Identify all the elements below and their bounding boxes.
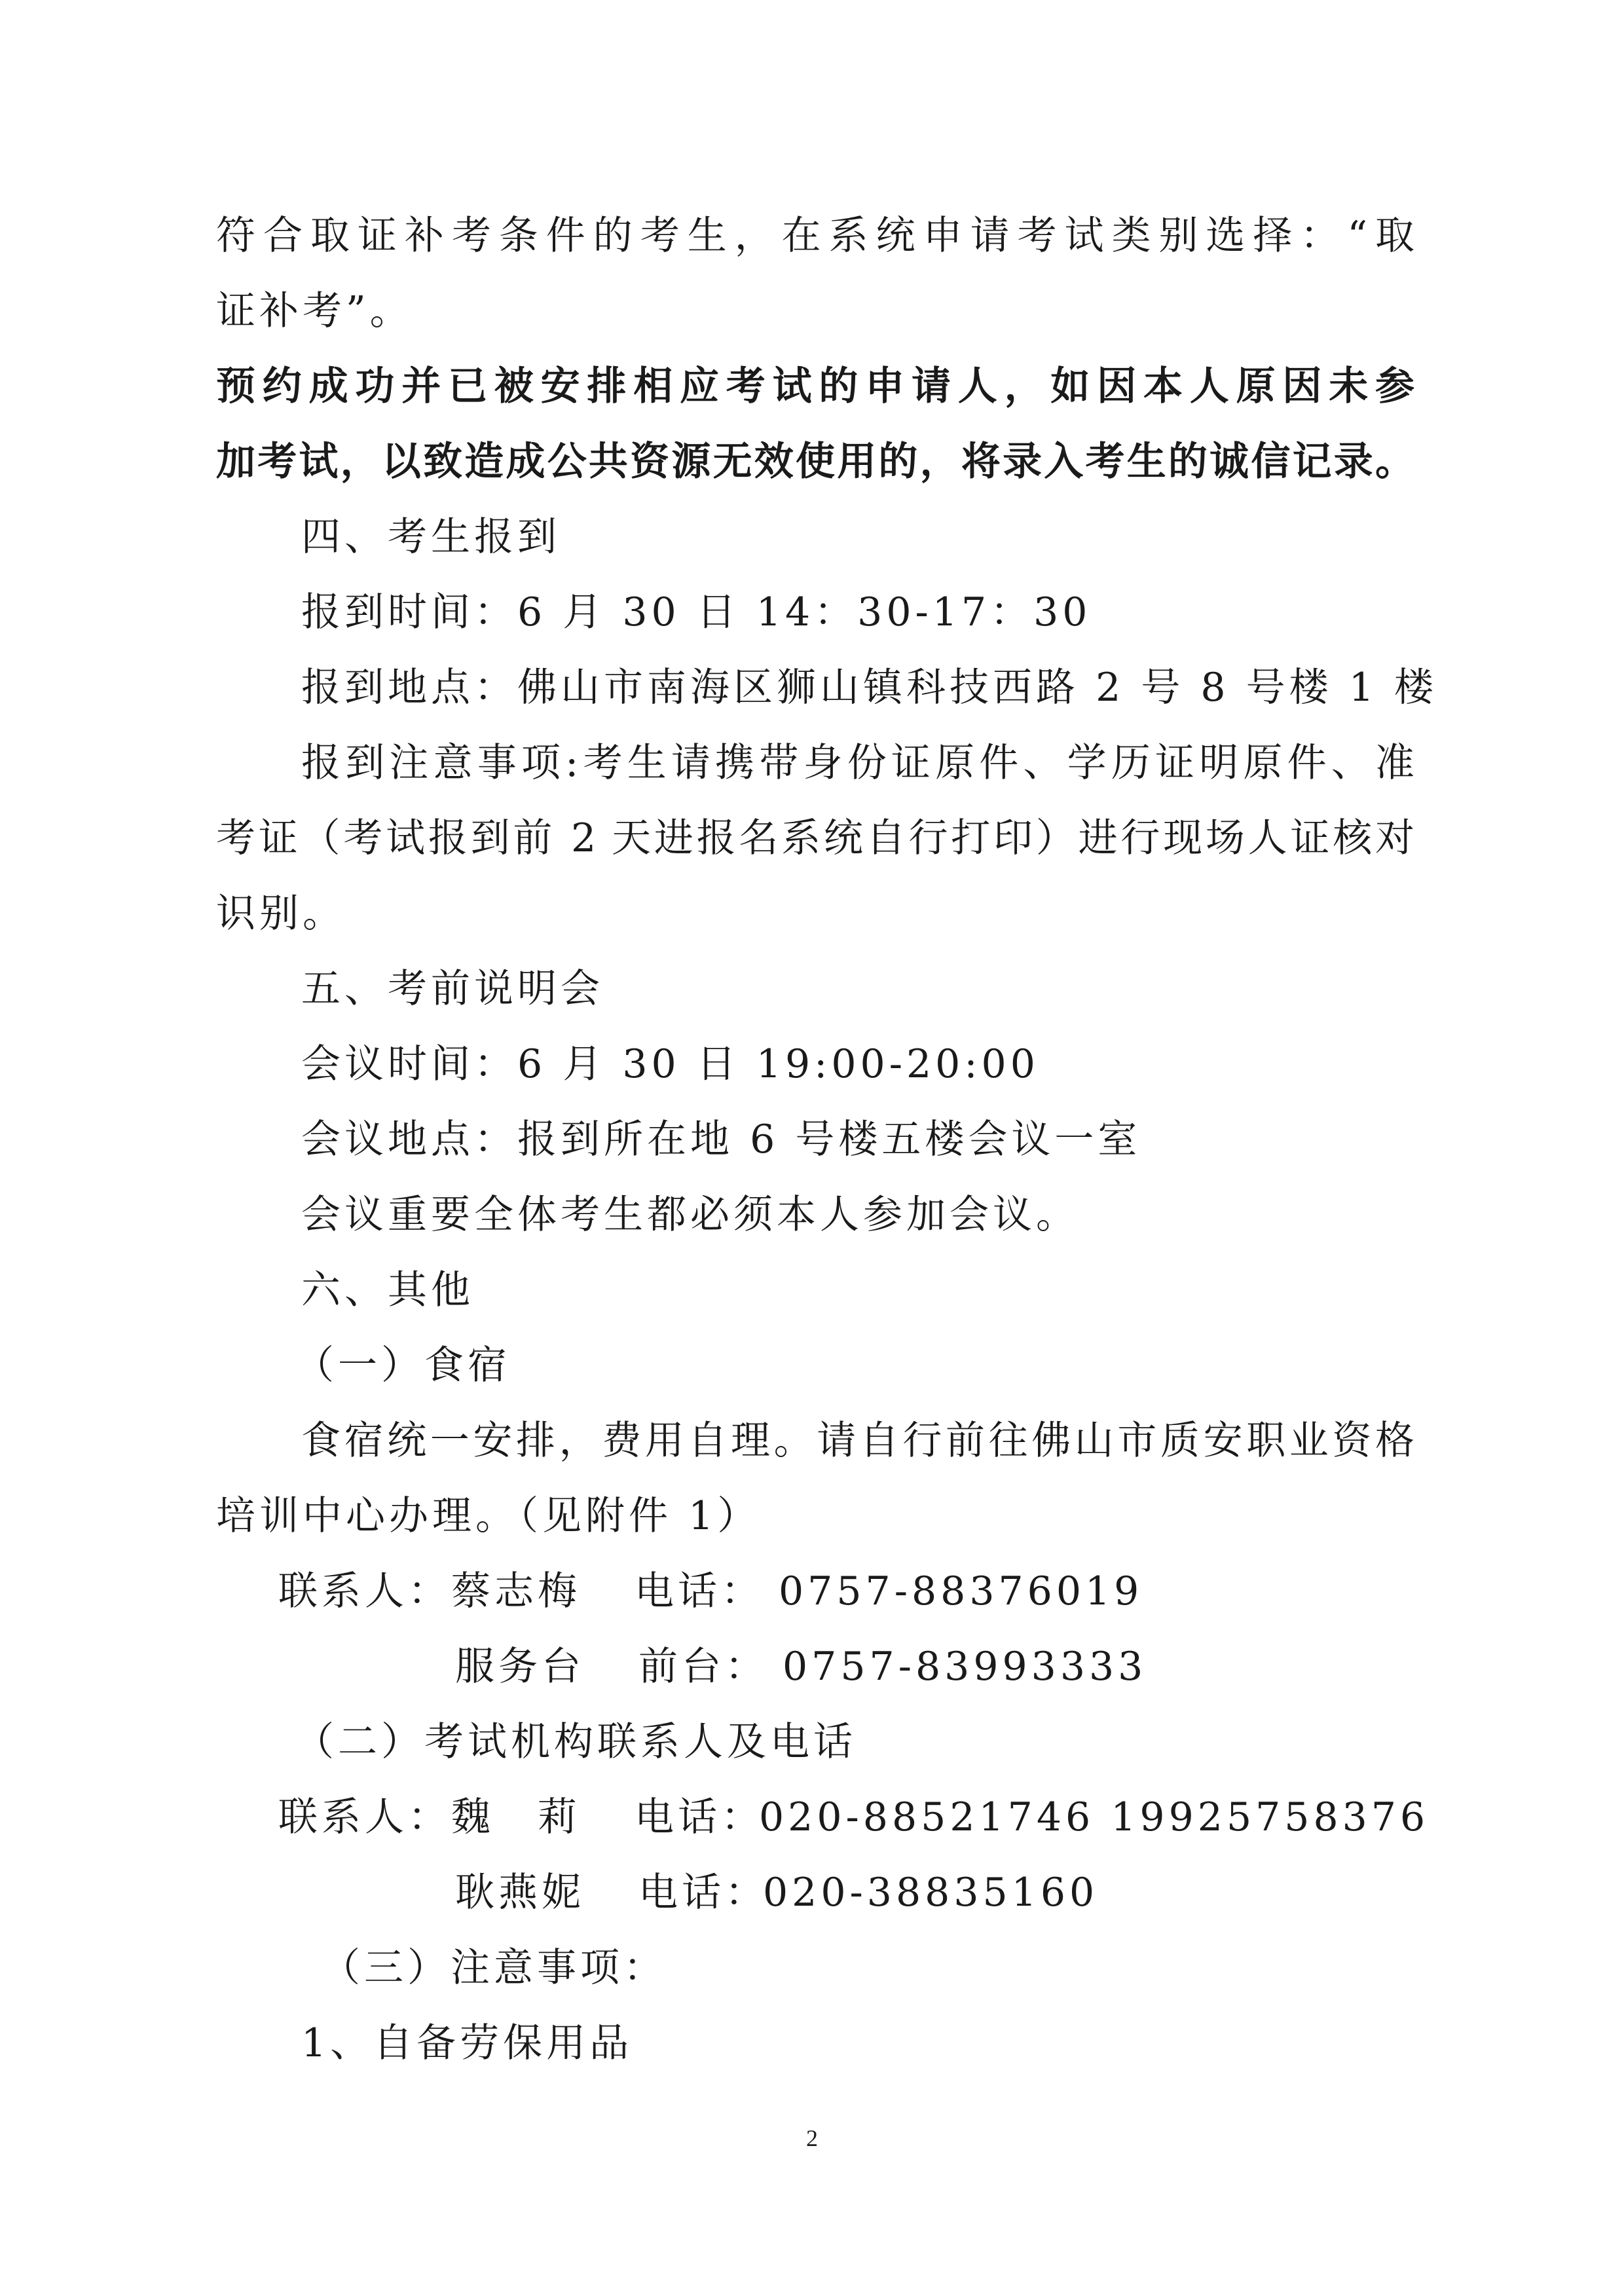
- contact-name: 魏 莉: [451, 1794, 581, 1840]
- contact-name: 耿燕妮: [455, 1870, 585, 1916]
- phone-number: 0757-88376019: [779, 1568, 1143, 1614]
- paragraph-retake-line2: 证补考”。: [216, 288, 413, 334]
- phone-number: 020-88521746 19925758376: [759, 1794, 1430, 1840]
- exam-contact-row2: [455, 1866, 1098, 1919]
- meeting-note: 会议重要全体考生都必须本人参加会议。: [301, 1192, 1079, 1238]
- contact-name: 服务台: [455, 1644, 585, 1690]
- checkin-notes-line2: 考证（考试报到前 2 天进报名系统自行打印）进行现场人证核对: [216, 815, 1414, 861]
- section-4-heading: 四、考生报到: [301, 514, 561, 560]
- section-6-heading: 六、其他: [301, 1267, 474, 1313]
- lodging-text-line1: 食宿统一安排，费用自理。请自行前往佛山市质安职业资格: [301, 1418, 1414, 1464]
- phone-label: 电话：: [635, 1794, 764, 1840]
- lodging-text-line2: 培训中心办理。（见附件 1）: [216, 1493, 761, 1539]
- page-number: 2: [806, 2125, 818, 2151]
- contact-name: 蔡志梅: [451, 1568, 581, 1614]
- notes-item-1: 1、自备劳保用品: [301, 2020, 633, 2066]
- subsection-notes-heading: （三）注意事项：: [321, 1945, 667, 1991]
- phone-label: 电话：: [638, 1870, 768, 1916]
- lodging-contact-row2: [455, 1640, 1147, 1693]
- phone-label: 电话：: [635, 1568, 764, 1614]
- phone-number: 0757-83993333: [783, 1644, 1147, 1690]
- meeting-time: 会议时间：6 月 30 日 19:00-20:00: [301, 1041, 1039, 1087]
- checkin-notes-line3: 识别。: [216, 891, 346, 936]
- phone-label: 前台：: [638, 1644, 768, 1690]
- paragraph-retake-line1: 符合取证补考条件的考生，在系统申请考试类别选择：“取: [216, 213, 1414, 259]
- contact-label: 联系人：: [278, 1794, 451, 1840]
- phone-number: 020-38835160: [763, 1870, 1099, 1916]
- paragraph-integrity-line1: 预约成功并已被安排相应考试的申请人，如因本人原因未参: [216, 363, 1414, 409]
- section-5-heading: 五、考前说明会: [301, 966, 604, 1012]
- checkin-notes-line1: 报到注意事项:考生请携带身份证原件、学历证明原件、准: [301, 740, 1414, 786]
- meeting-place: 会议地点：报到所在地 6 号楼五楼会议一室: [301, 1117, 1141, 1162]
- contact-label: 联系人：: [278, 1568, 451, 1614]
- paragraph-integrity-line2: 加考试，以致造成公共资源无效使用的，将录入考生的诚信记录。: [216, 439, 1414, 485]
- checkin-time: 报到时间：6 月 30 日 14：30-17：30: [301, 589, 1092, 635]
- subsection-exam-contact-heading: （二）考试机构联系人及电话: [295, 1719, 857, 1765]
- exam-contact-row1: [278, 1791, 1429, 1843]
- subsection-lodging-heading: （一）食宿: [295, 1342, 511, 1388]
- lodging-contact-row1: [278, 1565, 1143, 1618]
- checkin-place: 报到地点：佛山市南海区狮山镇科技西路 2 号 8 号楼 1 楼: [301, 665, 1437, 711]
